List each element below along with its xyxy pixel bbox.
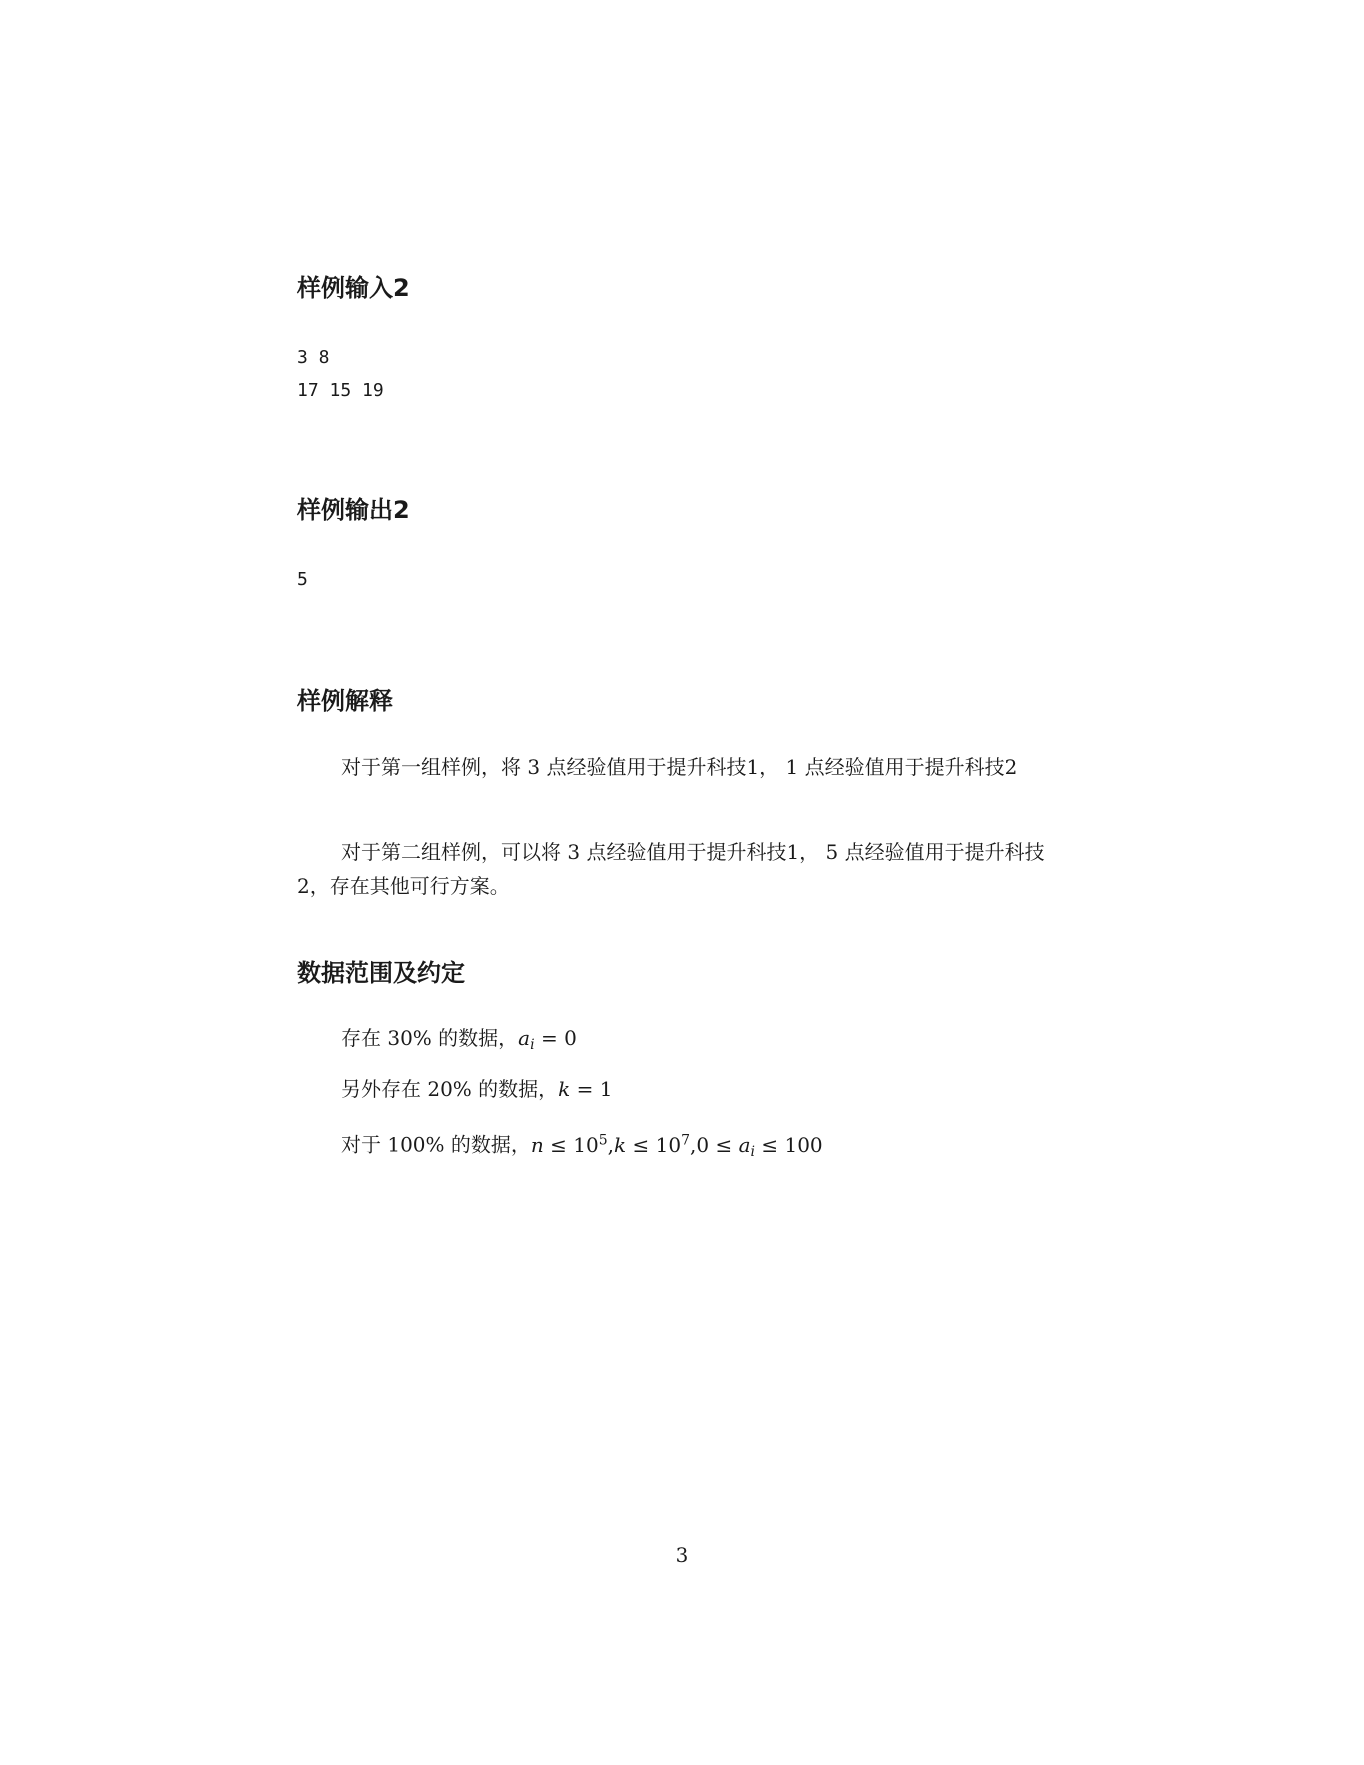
sample-output-2-heading: 样例输出2 bbox=[297, 496, 410, 524]
constraints-heading: 数据范围及约定 bbox=[297, 959, 465, 987]
constraint-line-3 bbox=[341, 1125, 823, 1167]
explanation-paragraph-1: 对于第一组样例，将 3 点经验值用于提升科技1， 1 点经验值用于提升科技2 bbox=[341, 755, 1018, 779]
constraint-line-1 bbox=[341, 1023, 577, 1060]
sample-input-line-1: 3 8 bbox=[297, 347, 330, 368]
constraint-line-1-text: 存在 30% 的数据， bbox=[341, 1026, 519, 1050]
constraint-line-3-text: 对于 100% 的数据， bbox=[341, 1132, 531, 1157]
sample-input-2-heading: 样例输入2 bbox=[297, 274, 410, 302]
sample-output-line-1: 5 bbox=[297, 569, 308, 590]
constraint-line-3-formula: $n \le 10^5,k \le 10^7,0 \le a_i \le 100$ bbox=[530, 1132, 823, 1160]
constraint-line-2-text: 另外存在 20% 的数据， bbox=[341, 1077, 559, 1101]
constraint-line-1-formula: $a_i = 0$ bbox=[518, 1026, 577, 1054]
page-number: 3 bbox=[675, 1543, 689, 1567]
sample-input-line-2: 17 15 19 bbox=[297, 380, 384, 401]
sample-explanation-heading: 样例解释 bbox=[297, 687, 393, 715]
explanation-paragraph-2: 对于第二组样例，可以将 3 点经验值用于提升科技1， 5 点经验值用于提升科技2，存在其他可行方案。 bbox=[297, 840, 1045, 898]
constraint-line-2-formula: k = 1 bbox=[558, 1077, 613, 1101]
constraint-line-2 bbox=[341, 1074, 613, 1104]
